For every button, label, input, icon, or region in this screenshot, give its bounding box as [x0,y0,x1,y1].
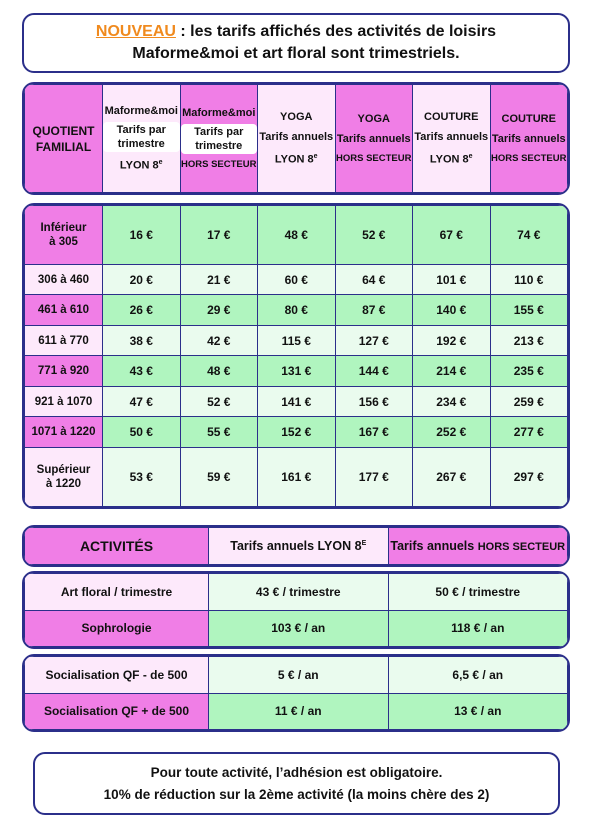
qf-range [25,447,103,506]
activities-header [22,525,570,567]
activity-row [25,574,568,611]
nouveau-highlight: NOUVEAU [95,23,176,40]
tarif-price: 110 € [490,264,568,295]
col-zone: HORS SECTEUR [336,152,412,164]
qf-range-line: Inférieur [40,221,87,234]
tarif-price: 74 € [490,206,568,265]
tarif-price: 156 € [335,386,413,417]
notice-line-1-text: : les tarifs affichés des activités de loisirs [175,23,497,40]
col-zone: LYON 8e [119,159,163,172]
col-name: COUTURE [501,112,556,125]
qf-range-line: 771 à 920 [37,365,90,378]
tarif-price: 152 € [258,417,336,448]
tarif-row [25,386,568,417]
tarif-price: 48 € [258,206,336,265]
tarif-price: 115 € [258,325,336,356]
col-header-maforme-hors [180,85,258,193]
qf-range-line: à 1220 [45,477,82,490]
tarif-price: 47 € [103,386,181,417]
activity-price-lyon: 5 € / an [209,657,389,694]
activities-group-2 [22,654,570,732]
tarif-price: 140 € [413,295,491,326]
activity-price-hors: 13 € / an [388,693,568,730]
tarif-price: 17 € [180,206,258,265]
tarif-price: 26 € [103,295,181,326]
activity-price-hors: 6,5 € / an [388,657,568,694]
qf-range-line: à 305 [49,235,78,248]
tarif-price: 127 € [335,325,413,356]
tarif-price: 55 € [180,417,258,448]
qf-range-line: 306 à 460 [37,273,90,286]
footer-line-1: Pour toute activité, l’adhésion est obligatoire. [150,764,443,780]
qf-header [25,85,103,193]
qf-range [25,386,103,417]
col-tarif: Tarifs par trimestre [181,124,258,154]
qf-range-line: 921 à 1070 [34,395,93,408]
activity-name: Socialisation QF + de 500 [25,693,209,730]
col-name: YOGA [280,111,313,124]
col-name: COUTURE [424,111,479,124]
tarif-price: 16 € [103,206,181,265]
qf-range [25,356,103,387]
qf-header-line-1: QUOTIENT [32,123,95,138]
qf-range-line: 611 à 770 [38,334,89,347]
tarif-price: 38 € [103,325,181,356]
activity-price-hors: 118 € / an [388,610,568,647]
activity-price-lyon: 43 € / trimestre [209,574,389,611]
tarif-price: 277 € [490,417,568,448]
tarif-row [25,325,568,356]
tarif-price: 64 € [335,264,413,295]
col-name: Maforme&moi [182,106,256,119]
qf-range [25,206,103,265]
col-tarif: Tarifs par trimestre [103,122,180,152]
tarif-price: 192 € [413,325,491,356]
col-header-yoga-lyon [258,85,336,193]
activity-row [25,657,568,694]
notice-line-1 [96,21,496,43]
col-zone: HORS SECTEUR [491,152,567,164]
tarif-row [25,206,568,265]
col-zone: HORS SECTEUR [181,158,257,170]
col-tarif: Tarifs annuels [414,131,489,144]
tarif-row [25,356,568,387]
tarif-price: 53 € [103,447,181,506]
activity-price-lyon: 103 € / an [209,610,389,647]
col-tarif: Tarifs annuels [336,132,411,145]
activities-group-1 [22,571,570,649]
activities-col-lyon: Tarifs annuels LYON $8^E$ [209,528,389,565]
qf-header-line-2: FAMILIAL [35,139,92,154]
footer-line-2: 10% de réduction sur la 2ème activité (la moins chère des 2) [103,786,490,802]
tarif-price: 67 € [413,206,491,265]
qf-range [25,417,103,448]
tarif-price: 21 € [180,264,258,295]
notice-banner [22,13,570,73]
tarif-row [25,417,568,448]
qf-range [25,325,103,356]
tarif-price: 48 € [180,356,258,387]
col-zone: LYON 8e [429,153,473,166]
qf-range-line: Supérieur [36,463,91,476]
col-tarif: Tarifs annuels [491,132,566,145]
tarif-price: 80 € [258,295,336,326]
activity-price-hors: 50 € / trimestre [388,574,568,611]
col-header-yoga-hors [335,85,413,193]
col-name: YOGA [357,112,390,125]
tarif-price: 155 € [490,295,568,326]
tarif-price: 87 € [335,295,413,326]
tarif-price: 297 € [490,447,568,506]
activity-price-lyon: 11 € / an [209,693,389,730]
qf-range [25,264,103,295]
tarif-price: 141 € [258,386,336,417]
tarif-price: 259 € [490,386,568,417]
tarif-price: 42 € [180,325,258,356]
tarif-price: 161 € [258,447,336,506]
tarif-price: 59 € [180,447,258,506]
tarif-price: 131 € [258,356,336,387]
col-tarif: Tarifs annuels [259,131,334,144]
activity-name: Art floral / trimestre [25,574,209,611]
tarif-price: 144 € [335,356,413,387]
tarif-price: 50 € [103,417,181,448]
qf-range [25,295,103,326]
col-zone: LYON 8e [274,153,318,166]
notice-line-2: Maforme&moi et art floral sont trimestriels. [132,45,460,62]
col-header-maforme-lyon [103,85,181,193]
tarif-price: 235 € [490,356,568,387]
tarif-price: 52 € [335,206,413,265]
tarif-row [25,264,568,295]
activity-name: Socialisation QF - de 500 [25,657,209,694]
tarif-price: 177 € [335,447,413,506]
footer-note [33,752,560,815]
qf-range-line: 461 à 610 [37,304,90,317]
tarif-price: 167 € [335,417,413,448]
tarifs-table [22,203,570,509]
tarif-price: 214 € [413,356,491,387]
tarif-price: 60 € [258,264,336,295]
tarif-price: 234 € [413,386,491,417]
tarif-price: 20 € [103,264,181,295]
tarif-price: 29 € [180,295,258,326]
col-header-couture-lyon [413,85,491,193]
tarif-price: 252 € [413,417,491,448]
tarif-price: 213 € [490,325,568,356]
tarif-price: 267 € [413,447,491,506]
activity-row [25,693,568,730]
tarifs-header [22,82,570,195]
activity-row [25,610,568,647]
qf-range-line: 1071 à 1220 [31,426,96,439]
activities-title: ACTIVITÉS [25,528,209,565]
activity-name: Sophrologie [25,610,209,647]
tarif-price: 52 € [180,386,258,417]
col-name: Maforme&moi [104,105,178,118]
tarif-price: 101 € [413,264,491,295]
col-header-couture-hors [490,85,568,193]
tarif-row [25,295,568,326]
tarif-price: 43 € [103,356,181,387]
tarif-row [25,447,568,506]
activities-col-hors: Tarifs annuels HORS SECTEUR [388,528,568,565]
